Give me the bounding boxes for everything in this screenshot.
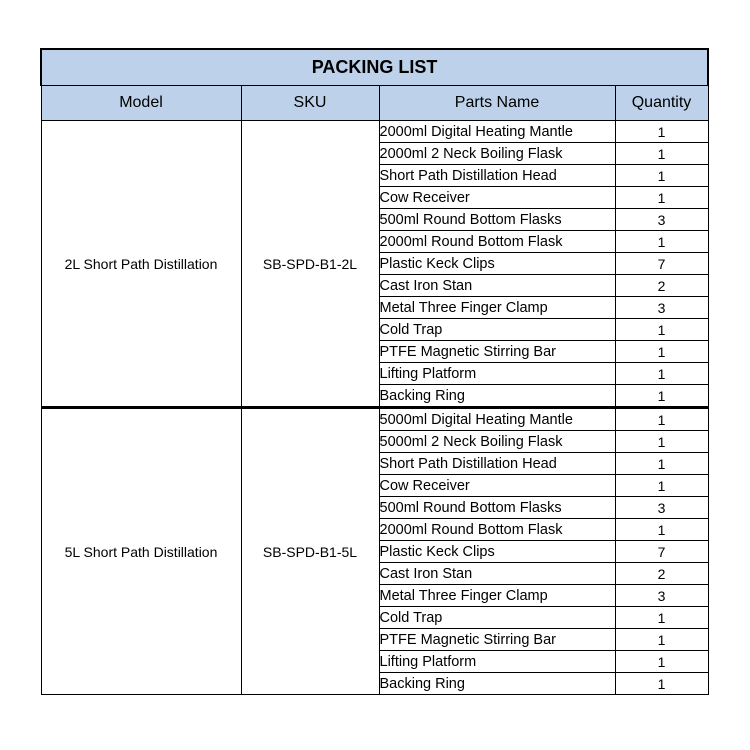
quantity-cell: 2 — [615, 275, 708, 297]
part-name-cell: PTFE Magnetic Stirring Bar — [379, 341, 615, 363]
part-name-cell: Metal Three Finger Clamp — [379, 585, 615, 607]
quantity-cell: 1 — [615, 363, 708, 385]
quantity-cell: 1 — [615, 607, 708, 629]
quantity-cell: 1 — [615, 319, 708, 341]
table-body — [41, 121, 708, 695]
part-name-cell: Cast Iron Stan — [379, 563, 615, 585]
part-name-cell: Cast Iron Stan — [379, 275, 615, 297]
part-name-cell: Short Path Distillation Head — [379, 165, 615, 187]
table-row — [41, 408, 708, 431]
part-name-cell: Lifting Platform — [379, 363, 615, 385]
quantity-cell: 3 — [615, 585, 708, 607]
model-cell: 2L Short Path Distillation — [41, 121, 241, 408]
quantity-cell: 7 — [615, 541, 708, 563]
packing-list-table — [40, 48, 709, 695]
quantity-cell: 1 — [615, 408, 708, 431]
part-name-cell: 500ml Round Bottom Flasks — [379, 209, 615, 231]
part-name-cell: Cow Receiver — [379, 187, 615, 209]
quantity-cell: 1 — [615, 385, 708, 408]
sku-cell: SB-SPD-B1-5L — [241, 408, 379, 695]
quantity-cell: 1 — [615, 475, 708, 497]
quantity-cell: 1 — [615, 673, 708, 695]
header-parts-name: Parts Name — [379, 86, 615, 121]
part-name-cell: Plastic Keck Clips — [379, 253, 615, 275]
part-name-cell: Cold Trap — [379, 607, 615, 629]
part-name-cell: 2000ml Round Bottom Flask — [379, 519, 615, 541]
quantity-cell: 1 — [615, 519, 708, 541]
part-name-cell: Backing Ring — [379, 673, 615, 695]
quantity-cell: 1 — [615, 341, 708, 363]
quantity-cell: 1 — [615, 231, 708, 253]
quantity-cell: 3 — [615, 297, 708, 319]
quantity-cell: 1 — [615, 121, 708, 143]
part-name-cell: Lifting Platform — [379, 651, 615, 673]
part-name-cell: 2000ml 2 Neck Boiling Flask — [379, 143, 615, 165]
part-name-cell: Short Path Distillation Head — [379, 453, 615, 475]
quantity-cell: 1 — [615, 165, 708, 187]
quantity-cell: 1 — [615, 431, 708, 453]
part-name-cell: 500ml Round Bottom Flasks — [379, 497, 615, 519]
quantity-cell: 1 — [615, 453, 708, 475]
part-name-cell: Cow Receiver — [379, 475, 615, 497]
part-name-cell: PTFE Magnetic Stirring Bar — [379, 629, 615, 651]
header-sku: SKU — [241, 86, 379, 121]
table-title: PACKING LIST — [41, 49, 708, 86]
part-name-cell: 5000ml Digital Heating Mantle — [379, 408, 615, 431]
quantity-cell: 3 — [615, 497, 708, 519]
quantity-cell: 1 — [615, 651, 708, 673]
quantity-cell: 1 — [615, 143, 708, 165]
table-row — [41, 121, 708, 143]
header-quantity: Quantity — [615, 86, 708, 121]
sku-cell: SB-SPD-B1-2L — [241, 121, 379, 408]
quantity-cell: 2 — [615, 563, 708, 585]
part-name-cell: 5000ml 2 Neck Boiling Flask — [379, 431, 615, 453]
part-name-cell: Backing Ring — [379, 385, 615, 408]
part-name-cell: 2000ml Round Bottom Flask — [379, 231, 615, 253]
quantity-cell: 7 — [615, 253, 708, 275]
quantity-cell: 3 — [615, 209, 708, 231]
part-name-cell: Cold Trap — [379, 319, 615, 341]
part-name-cell: Plastic Keck Clips — [379, 541, 615, 563]
part-name-cell: 2000ml Digital Heating Mantle — [379, 121, 615, 143]
model-cell: 5L Short Path Distillation — [41, 408, 241, 695]
part-name-cell: Metal Three Finger Clamp — [379, 297, 615, 319]
quantity-cell: 1 — [615, 629, 708, 651]
header-model: Model — [41, 86, 241, 121]
quantity-cell: 1 — [615, 187, 708, 209]
